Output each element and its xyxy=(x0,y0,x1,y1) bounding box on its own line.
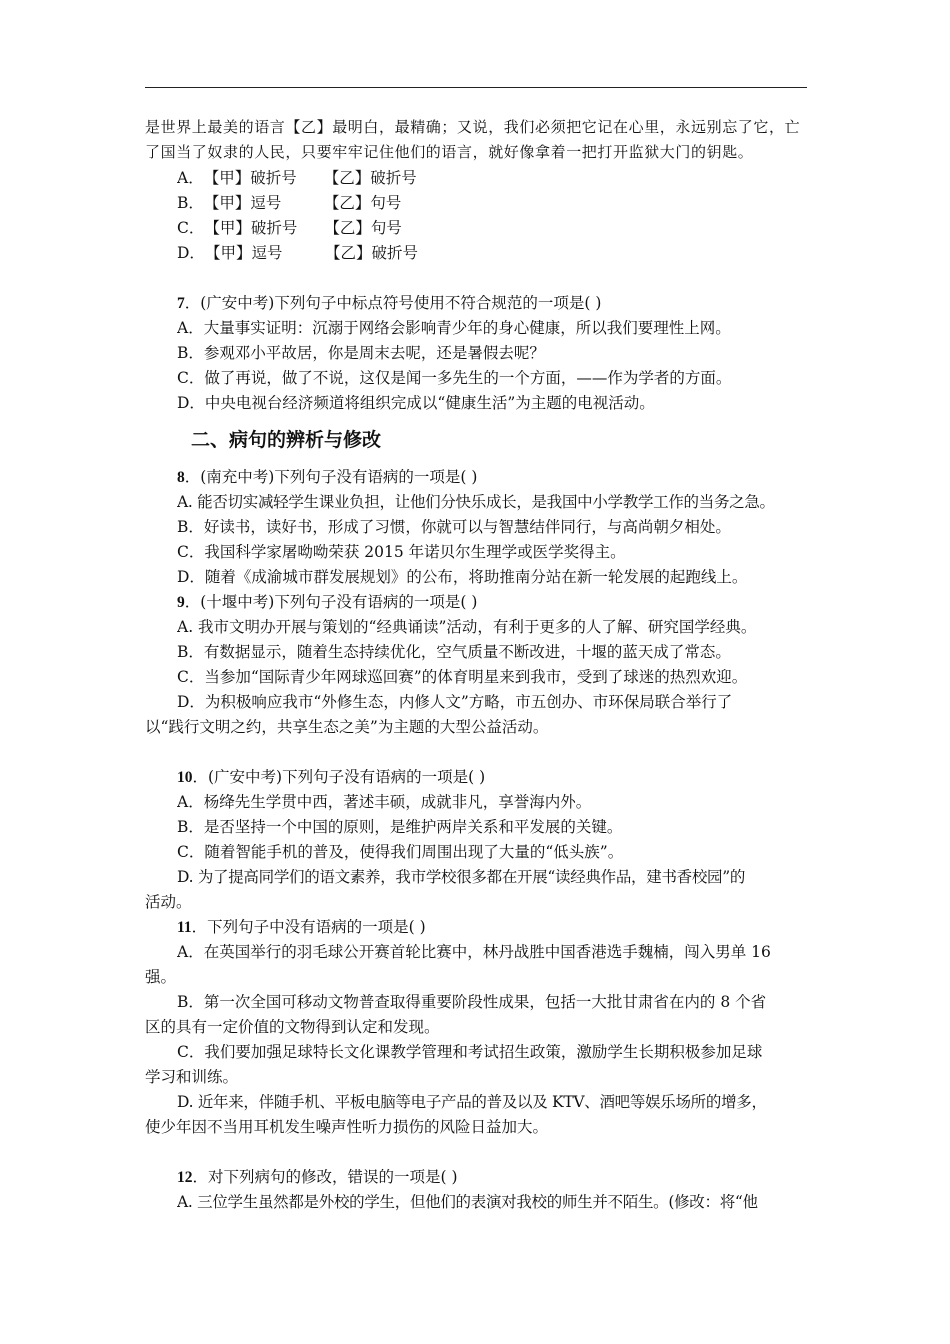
q11-option-d-line2: 使少年因不当用耳机发生噪声性听力损伤的风险日益加大。 xyxy=(145,1118,549,1136)
q11-option-c-line2: 学习和训练。 xyxy=(145,1068,239,1086)
q8-option-b: B．好读书，读好书，形成了习惯，你就可以与智慧结伴同行，与高尚朝夕相处。 xyxy=(177,518,731,536)
q7-option-d: D．中央电视台经济频道将组织完成以“健康生活”为主题的电视活动。 xyxy=(177,394,655,412)
q11-option-b-line1: B．第一次全国可移动文物普查取得重要阶段性成果，包括一大批甘肃省在内的 8 个省 xyxy=(177,993,767,1011)
section-title: 二、病句的辨析与修改 xyxy=(191,429,382,451)
q7-option-b: B．参观邓小平故居，你是周末去呢，还是暑假去呢？ xyxy=(177,344,545,362)
q6-option-a: A．【甲】破折号 【乙】破折号 xyxy=(177,169,417,187)
intro-line-1: 是世界上最美的语言【乙】最明白，最精确；又说，我们必须把它记在心里，永远别忘了它，亡 xyxy=(145,118,801,136)
q7-option-c: C．做了再说，做了不说，这仅是闻一多先生的一个方面，——作为学者的方面。 xyxy=(177,369,732,387)
q8-option-a: A. 能否切实减轻学生课业负担，让他们分快乐成长，是我国中小学教学工作的当务之急。 xyxy=(177,493,775,511)
q8-stem: 8．(南充中考)下列句子没有语病的一项是( ) xyxy=(177,468,478,486)
intro-line-2: 了国当了奴隶的人民，只要牢牢记住他们的语言，就好像拿着一把打开监狱大门的钥匙。 xyxy=(145,143,754,161)
q11-option-a-line2: 强。 xyxy=(145,968,177,986)
header-rule xyxy=(145,87,807,88)
q11-option-a-line1: A．在英国举行的羽毛球公开赛首轮比赛中，林丹战胜中国香港选手魏楠，闯入男单 16 xyxy=(177,943,771,961)
q11-option-d-line1: D. 近年来，伴随手机、平板电脑等电子产品的普及以及 KTV、酒吧等娱乐场所的增多， xyxy=(177,1093,767,1111)
q10-option-d-line1: D. 为了提高同学们的语文素养，我市学校很多都在开展“读经典作品，建书香校园”的 xyxy=(177,868,746,886)
q9-option-d-line2: 以“践行文明之约，共享生态之美”为主题的大型公益活动。 xyxy=(145,718,549,736)
q10-option-d-line2: 活动。 xyxy=(145,893,192,911)
q9-option-d-line1: D．为积极响应我市“外修生态，内修人文”方略，市五创办、市环保局联合举行了 xyxy=(177,693,733,711)
q10-stem: 10．(广安中考)下列句子没有语病的一项是( ) xyxy=(177,768,486,786)
q9-stem: 9．(十堰中考)下列句子没有语病 ···的一项是( ) xyxy=(177,591,817,614)
q6-option-c: C．【甲】破折号 【乙】句号 xyxy=(177,219,402,237)
q12-stem: 12．对下列病句的修改，错误的一项是( ) xyxy=(177,1168,458,1186)
q11-option-b-line2: 区的具有一定价值的文物得到认定和发现。 xyxy=(145,1018,440,1036)
q11-option-c-line1: C．我们要加强足球特长文化课教学管理和考试招生政策，激励学生长期积极参加足球 xyxy=(177,1043,763,1061)
q9-option-c: C．当参加“国际青少年网球巡回赛”的体育明星来到我市，受到了球迷的热烈欢迎。 xyxy=(177,668,748,686)
q11-stem: 11．下列句子中没有语病的一项是( ) xyxy=(177,918,426,936)
q7-stem: 7．(广安中考)下列句子中标点符号使用不符合规范的一项是( ) xyxy=(177,294,602,312)
emphasis-dots: 没有语病 ··· xyxy=(336,593,398,611)
q10-option-c: C．随着智能手机的普及，使得我们周围出现了大量的“低头族”。 xyxy=(177,843,624,861)
q8-option-c: C．我国科学家屠呦呦荣获 2015 年诺贝尔生理学或医学奖得主。 xyxy=(177,543,626,561)
q10-option-b: B．是否坚持一个中国的原则，是维护两岸关系和平发展的关键。 xyxy=(177,818,623,836)
q9-option-b: B．有数据显示，随着生态持续优化，空气质量不断改进，十堰的蓝天成了常态。 xyxy=(177,643,731,661)
q6-option-b: B．【甲】逗号 【乙】句号 xyxy=(177,194,402,212)
q12-option-a: A. 三位学生虽然都是外校的学生，但他们的表演对我校的师生并不陌生。(修改：将“他 xyxy=(177,1193,758,1211)
q6-option-d: D．【甲】逗号 【乙】破折号 xyxy=(177,244,418,262)
q8-option-d: D．随着《成渝城市群发展规划》的公布，将助推南分站在新一轮发展的起跑线上。 xyxy=(177,568,748,586)
q10-option-a: A．杨绛先生学贯中西，著述丰硕，成就非凡，享誉海内外。 xyxy=(177,793,592,811)
q9-option-a: A. 我市文明办开展与策划的“经典诵读”活动，有利于更多的人了解、研究国学经典。 xyxy=(177,618,757,636)
q7-option-a: A．大量事实证明：沉溺于网络会影响青少年的身心健康，所以我们要理性上网。 xyxy=(177,319,731,337)
